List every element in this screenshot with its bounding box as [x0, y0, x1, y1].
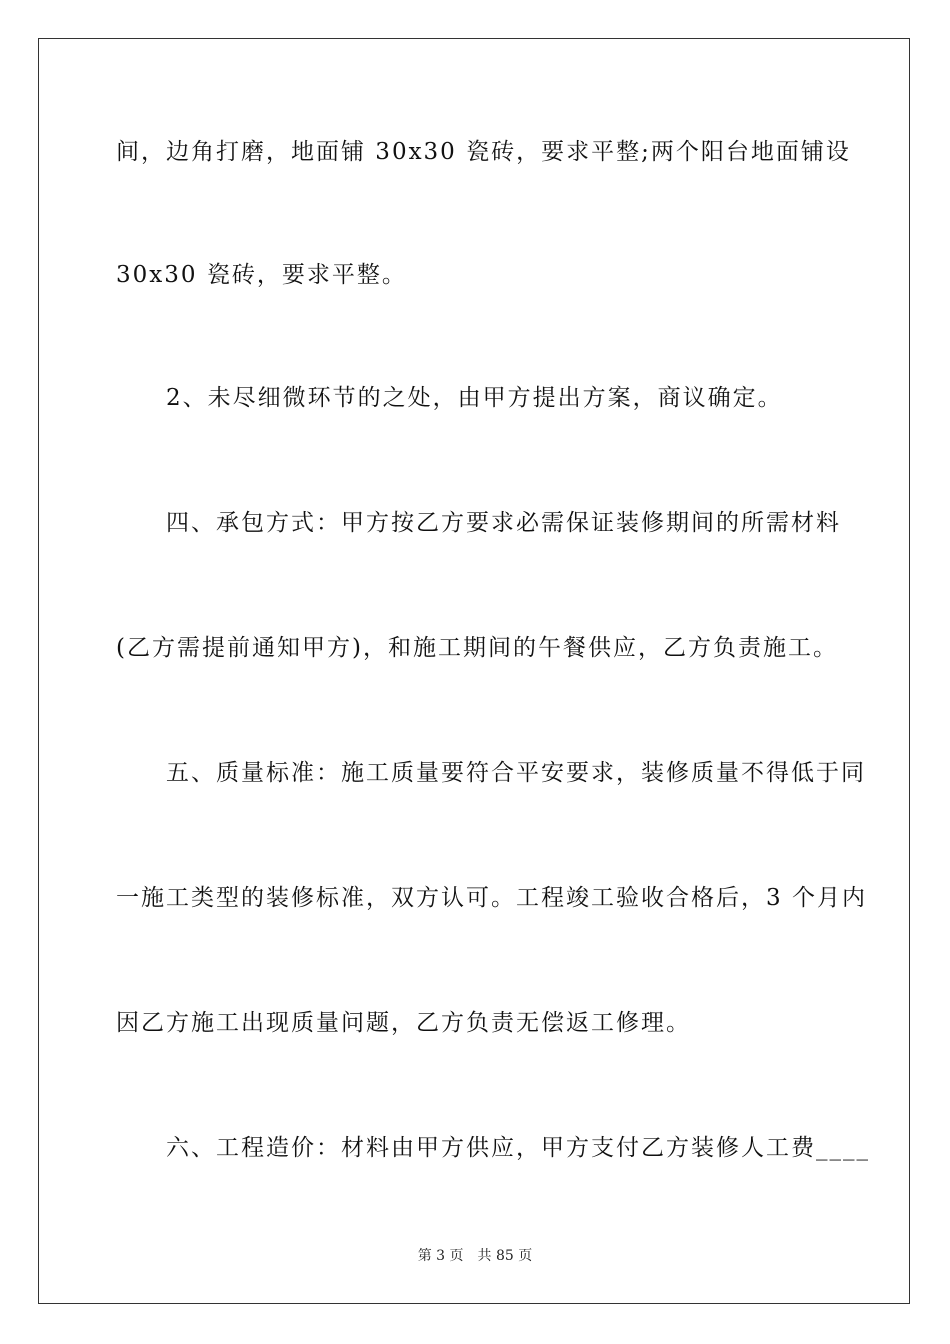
text-line: 六、工程造价：材料由甲方供应，甲方支付乙方装修人工费____	[116, 1135, 870, 1161]
page-border	[38, 38, 910, 1304]
page-number: 第 3 页	[417, 1248, 464, 1264]
text-line: 一施工类型的装修标准，双方认可。工程竣工验收合格后，3 个月内	[116, 885, 867, 911]
text-line: 30x30 瓷砖，要求平整。	[116, 262, 407, 288]
text-line: 四、承包方式：甲方按乙方要求必需保证装修期间的所需材料	[116, 510, 841, 536]
page-footer	[0, 1246, 950, 1266]
text-line: 五、质量标准：施工质量要符合平安要求，装修质量不得低于同	[116, 760, 866, 786]
text-line: (乙方需提前通知甲方)，和施工期间的午餐供应，乙方负责施工。	[116, 635, 838, 661]
page-total: 共 85 页	[477, 1248, 533, 1264]
text-line: 间，边角打磨，地面铺 30x30 瓷砖，要求平整;两个阳台地面铺设	[116, 139, 851, 165]
text-line: 因乙方施工出现质量问题，乙方负责无偿返工修理。	[116, 1010, 691, 1036]
text-line: 2、未尽细微环节的之处，由甲方提出方案，商议确定。	[116, 385, 783, 411]
